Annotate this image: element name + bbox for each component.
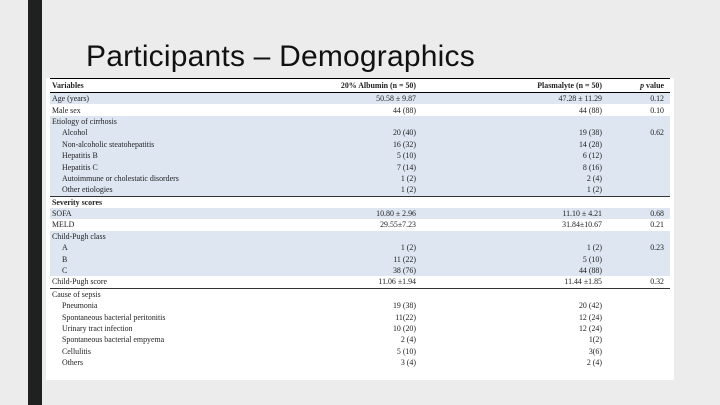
table-row [50,139,670,150]
albumin-value: 11 (22) [268,253,416,264]
plasmalyte-value [416,116,602,127]
row-label: C [50,265,268,276]
p-value [602,323,670,334]
table-row [50,104,670,115]
p-value [602,139,670,150]
albumin-value [268,231,416,242]
p-value [602,231,670,242]
albumin-value: 11(22) [395,312,416,322]
table-row [50,311,670,322]
header-p-italic: p [640,81,645,90]
p-value: 0.62 [602,127,670,138]
plasmalyte-value [416,196,602,208]
p-value: 0.32 [650,277,664,287]
row-label: Spontaneous bacterial empyema [62,335,165,345]
plasmalyte-value: 11.10 ± 4.21 [416,208,602,219]
row-label: Hepatitis B [50,150,268,161]
albumin-value: 1 (2) [268,242,416,253]
header-variables: Variables [50,79,268,93]
plasmalyte-value: 12 (24) [578,324,602,333]
table-row [50,346,670,357]
p-value [602,311,670,322]
plasmalyte-value: 6 (12) [416,150,602,161]
plasmalyte-value: 1 (2) [416,242,602,253]
albumin-value: 5 (10) [268,150,416,161]
header-p-rest: value [644,81,664,90]
row-label: Cause of sepsis [50,288,268,300]
table-row [50,323,670,334]
row-label: Non-alcoholic steatohepatitis [50,139,268,150]
row-label: A [50,242,268,253]
table-row [50,116,670,127]
p-value [602,184,670,196]
demographics-table [50,78,670,368]
p-value [602,173,670,184]
p-value [602,288,670,300]
albumin-value: 7 (14) [268,161,416,172]
row-label: Other etiologies [50,184,268,196]
row-label: Pneumonia [62,301,98,311]
table-header-row [50,79,670,93]
left-accent-bar [28,0,42,405]
albumin-value: 11.06 ±1.94 [378,277,416,287]
row-label: Cellulitis [62,346,91,356]
albumin-value: 10.80 ± 2.96 [268,208,416,219]
table-row [50,300,670,311]
table-row [50,184,670,196]
plasmalyte-value: 2 (4) [416,173,602,184]
plasmalyte-value: 1 (2) [416,184,602,196]
albumin-value: 10 (20) [392,324,416,333]
plasmalyte-value: 20 (42) [578,301,602,311]
p-value: 0.21 [650,220,664,230]
p-value [602,334,670,345]
table-row [50,265,670,276]
plasmalyte-value: 14 (28) [416,139,602,150]
plasmalyte-value: 5 (10) [416,253,602,264]
p-value [602,196,670,208]
plasmalyte-value: 11.44 ±1.85 [564,277,602,287]
table-row [50,93,670,105]
p-value: 0.23 [602,242,670,253]
row-label: Alcohol [50,127,268,138]
table-row [50,127,670,138]
plasmalyte-value [416,231,602,242]
demographics-table-figure [46,78,674,380]
p-value [602,253,670,264]
row-label: Others [62,358,84,368]
albumin-value: 5 (10) [396,346,416,356]
albumin-value: 16 (32) [268,139,416,150]
header-p-value [602,79,670,93]
table-row [50,161,670,172]
p-value [602,116,670,127]
p-value: 0.68 [602,208,670,219]
p-value [602,161,670,172]
plasmalyte-value: 8 (16) [416,161,602,172]
table-section-row [50,196,670,208]
albumin-value [268,288,416,300]
plasmalyte-value: 3(6) [588,346,602,356]
p-value [602,265,670,276]
row-label: Urinary tract infection [62,324,133,333]
table-row [50,276,670,288]
row-label: Spontaneous bacterial peritonitis [62,312,166,322]
albumin-value: 2 (4) [400,335,416,345]
section-label: Severity scores [50,196,268,208]
albumin-value: 50.58 ± 9.87 [268,93,416,105]
table-row [50,357,670,368]
plasmalyte-value: 1(2) [588,335,602,345]
header-plasmalyte: Plasmalyte (n = 50) [416,79,602,93]
plasmalyte-value: 19 (38) [416,127,602,138]
albumin-value: 1 (2) [268,184,416,196]
row-label: Etiology of cirrhosis [50,116,268,127]
row-label: Male sex [52,105,81,115]
albumin-value: 3 (4) [400,358,416,368]
row-label: Child-Pugh score [52,277,108,287]
table-row [50,173,670,184]
plasmalyte-value: 47.28 ± 11.29 [416,93,602,105]
p-value [602,357,670,368]
table-row [50,242,670,253]
albumin-value [268,116,416,127]
row-label: Autoimmune or cholestatic disorders [50,173,268,184]
albumin-value: 29.55±7.23 [380,220,416,230]
albumin-value: 19 (38) [392,301,416,311]
table-row [50,231,670,242]
plasmalyte-value: 2 (4) [586,358,602,368]
p-value: 0.10 [650,105,664,115]
table-row [50,288,670,300]
albumin-value: 20 (40) [268,127,416,138]
plasmalyte-value: 44 (88) [416,265,602,276]
albumin-value: 1 (2) [268,173,416,184]
row-label: Age (years) [50,93,268,105]
plasmalyte-value: 12 (24) [578,312,602,322]
plasmalyte-value [416,288,602,300]
row-label: MELD [52,220,75,230]
row-label: B [50,253,268,264]
plasmalyte-value: 44 (88) [578,105,602,115]
p-value: 0.12 [602,93,670,105]
plasmalyte-value: 31.84±10.67 [562,220,602,230]
table-row [50,219,670,230]
albumin-value: 38 (76) [268,265,416,276]
row-label: Child-Pugh class [50,231,268,242]
slide-title: Participants – Demographics [86,40,475,73]
table-row [50,208,670,219]
table-row [50,334,670,345]
row-label: Hepatitis C [50,161,268,172]
albumin-value [268,196,416,208]
albumin-value: 44 (88) [392,105,416,115]
table-row [50,150,670,161]
p-value [602,150,670,161]
p-value [602,346,670,357]
header-albumin: 20% Albumin (n = 50) [268,79,416,93]
p-value [602,300,670,311]
row-label: SOFA [50,208,268,219]
table-row [50,253,670,264]
